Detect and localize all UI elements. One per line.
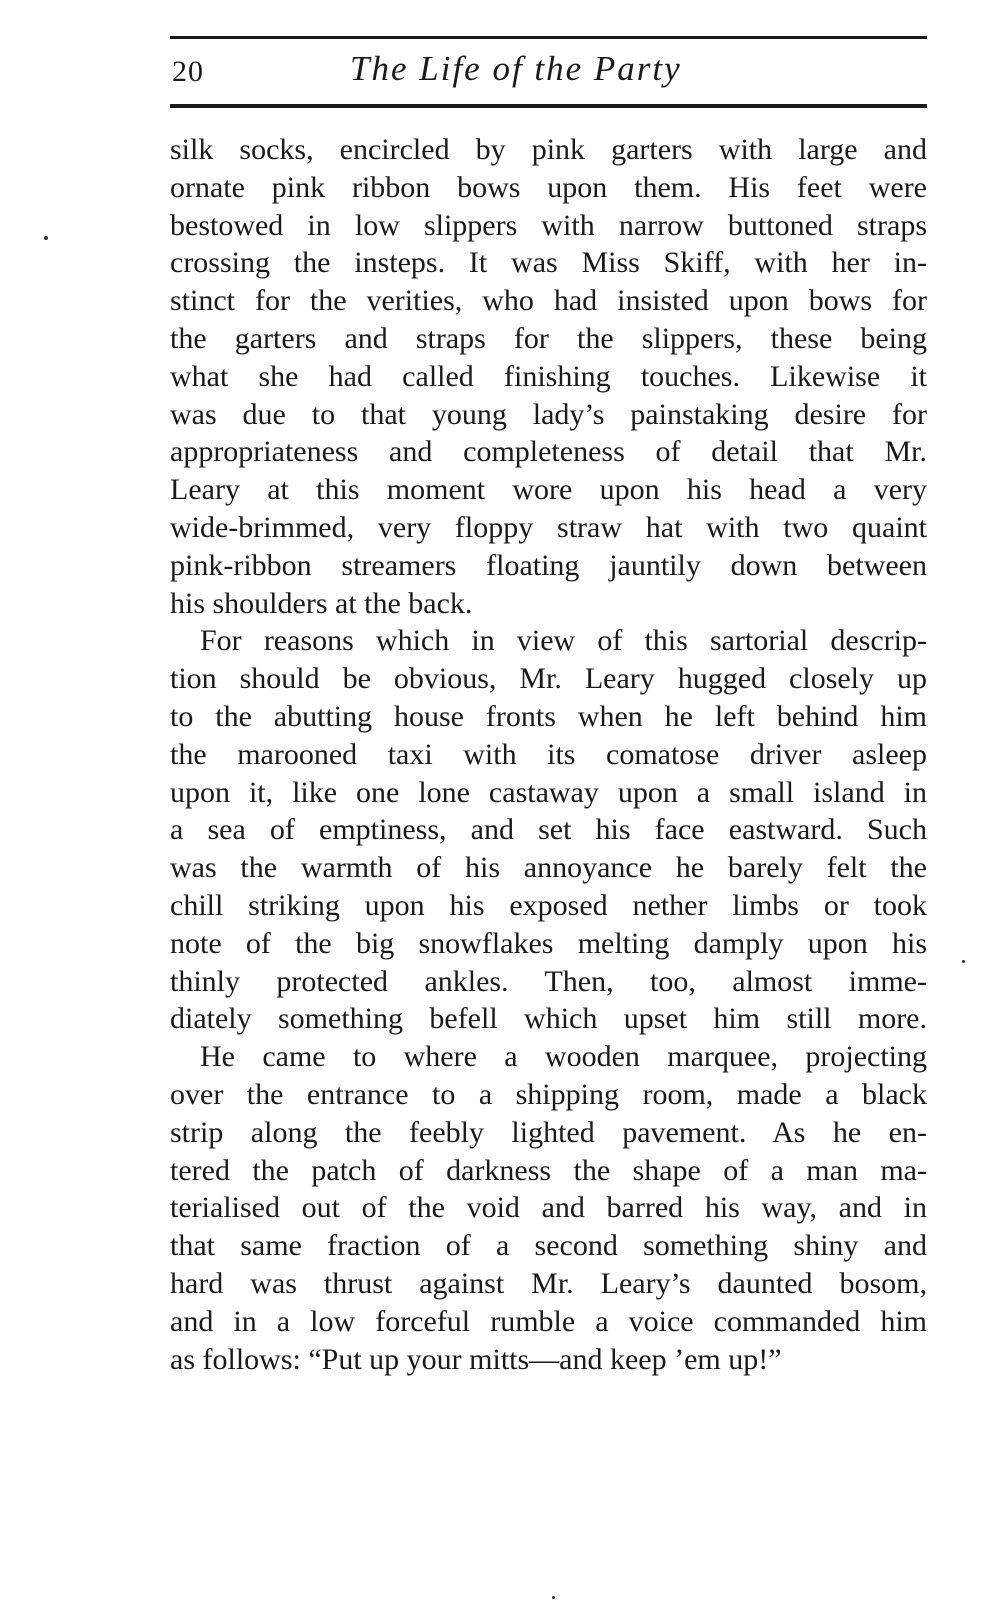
text-line: terialised out of the void and barred his way, and in bbox=[170, 1191, 927, 1225]
text-line: appropriateness and completeness of detail that Mr. bbox=[170, 435, 927, 469]
print-speck bbox=[962, 960, 965, 963]
text-line: tered the patch of darkness the shape of a man ma- bbox=[170, 1153, 927, 1187]
paragraph-first-line: He came to where a wooden marquee, projecting bbox=[200, 1040, 927, 1074]
paragraph-last-line: his shoulders at the back. bbox=[170, 586, 473, 620]
text-line: to the abutting house fronts when he left behind him bbox=[170, 699, 927, 733]
paragraph-last-line: as follows: “Put up your mitts—and keep ’em up!” bbox=[170, 1342, 782, 1376]
text-line: tion should be obvious, Mr. Leary hugged closely up bbox=[170, 662, 927, 696]
text-line: was the warmth of his annoyance he barely felt the bbox=[170, 851, 927, 885]
text-line: and in a low forceful rumble a voice commanded him bbox=[170, 1304, 927, 1338]
text-line: over the entrance to a shipping room, made a black bbox=[170, 1077, 927, 1111]
running-title: The Life of the Party bbox=[350, 49, 682, 88]
header-rule-top bbox=[170, 36, 927, 39]
text-line: what she had called finishing touches. Likewise it bbox=[170, 359, 927, 393]
text-line: bestowed in low slippers with narrow buttoned straps bbox=[170, 208, 927, 242]
text-line: silk socks, encircled by pink garters with large and bbox=[170, 133, 927, 166]
text-line: strip along the feebly lighted pavement. As he en- bbox=[170, 1115, 927, 1149]
print-speck bbox=[552, 1596, 555, 1599]
text-line: ornate pink ribbon bows upon them. His feet were bbox=[170, 170, 927, 204]
text-line: crossing the insteps. It was Miss Skiff, with her in- bbox=[170, 246, 927, 280]
header-rule-bottom bbox=[170, 104, 927, 108]
text-line: a sea of emptiness, and set his face eastward. Such bbox=[170, 813, 927, 847]
text-line: stinct for the verities, who had insisted upon bows for bbox=[170, 284, 927, 318]
text-line: the marooned taxi with its comatose driver asleep bbox=[170, 737, 927, 771]
page-number: 20 bbox=[172, 55, 204, 88]
text-line: the garters and straps for the slippers, these being bbox=[170, 321, 927, 355]
text-line: was due to that young lady’s painstaking desire for bbox=[170, 397, 927, 431]
text-line: wide-brimmed, very floppy straw hat with two quaint bbox=[170, 510, 927, 544]
text-line: diately something befell which upset him still more. bbox=[170, 1002, 927, 1036]
text-line: upon it, like one lone castaway upon a small island in bbox=[170, 775, 927, 809]
text-line: thinly protected ankles. Then, too, almost imme- bbox=[170, 964, 927, 998]
text-line: chill striking upon his exposed nether limbs or took bbox=[170, 888, 927, 922]
text-line: pink-ribbon streamers floating jauntily down between bbox=[170, 548, 927, 582]
body-text bbox=[170, 131, 927, 1378]
text-line: that same fraction of a second something shiny and bbox=[170, 1229, 927, 1263]
text-line: hard was thrust against Mr. Leary’s daunted bosom, bbox=[170, 1266, 927, 1300]
print-speck bbox=[44, 236, 48, 240]
text-line: note of the big snowflakes melting damply upon his bbox=[170, 926, 927, 960]
paragraph-first-line: For reasons which in view of this sartorial descrip- bbox=[200, 624, 927, 658]
text-line: Leary at this moment wore upon his head a very bbox=[170, 473, 927, 507]
